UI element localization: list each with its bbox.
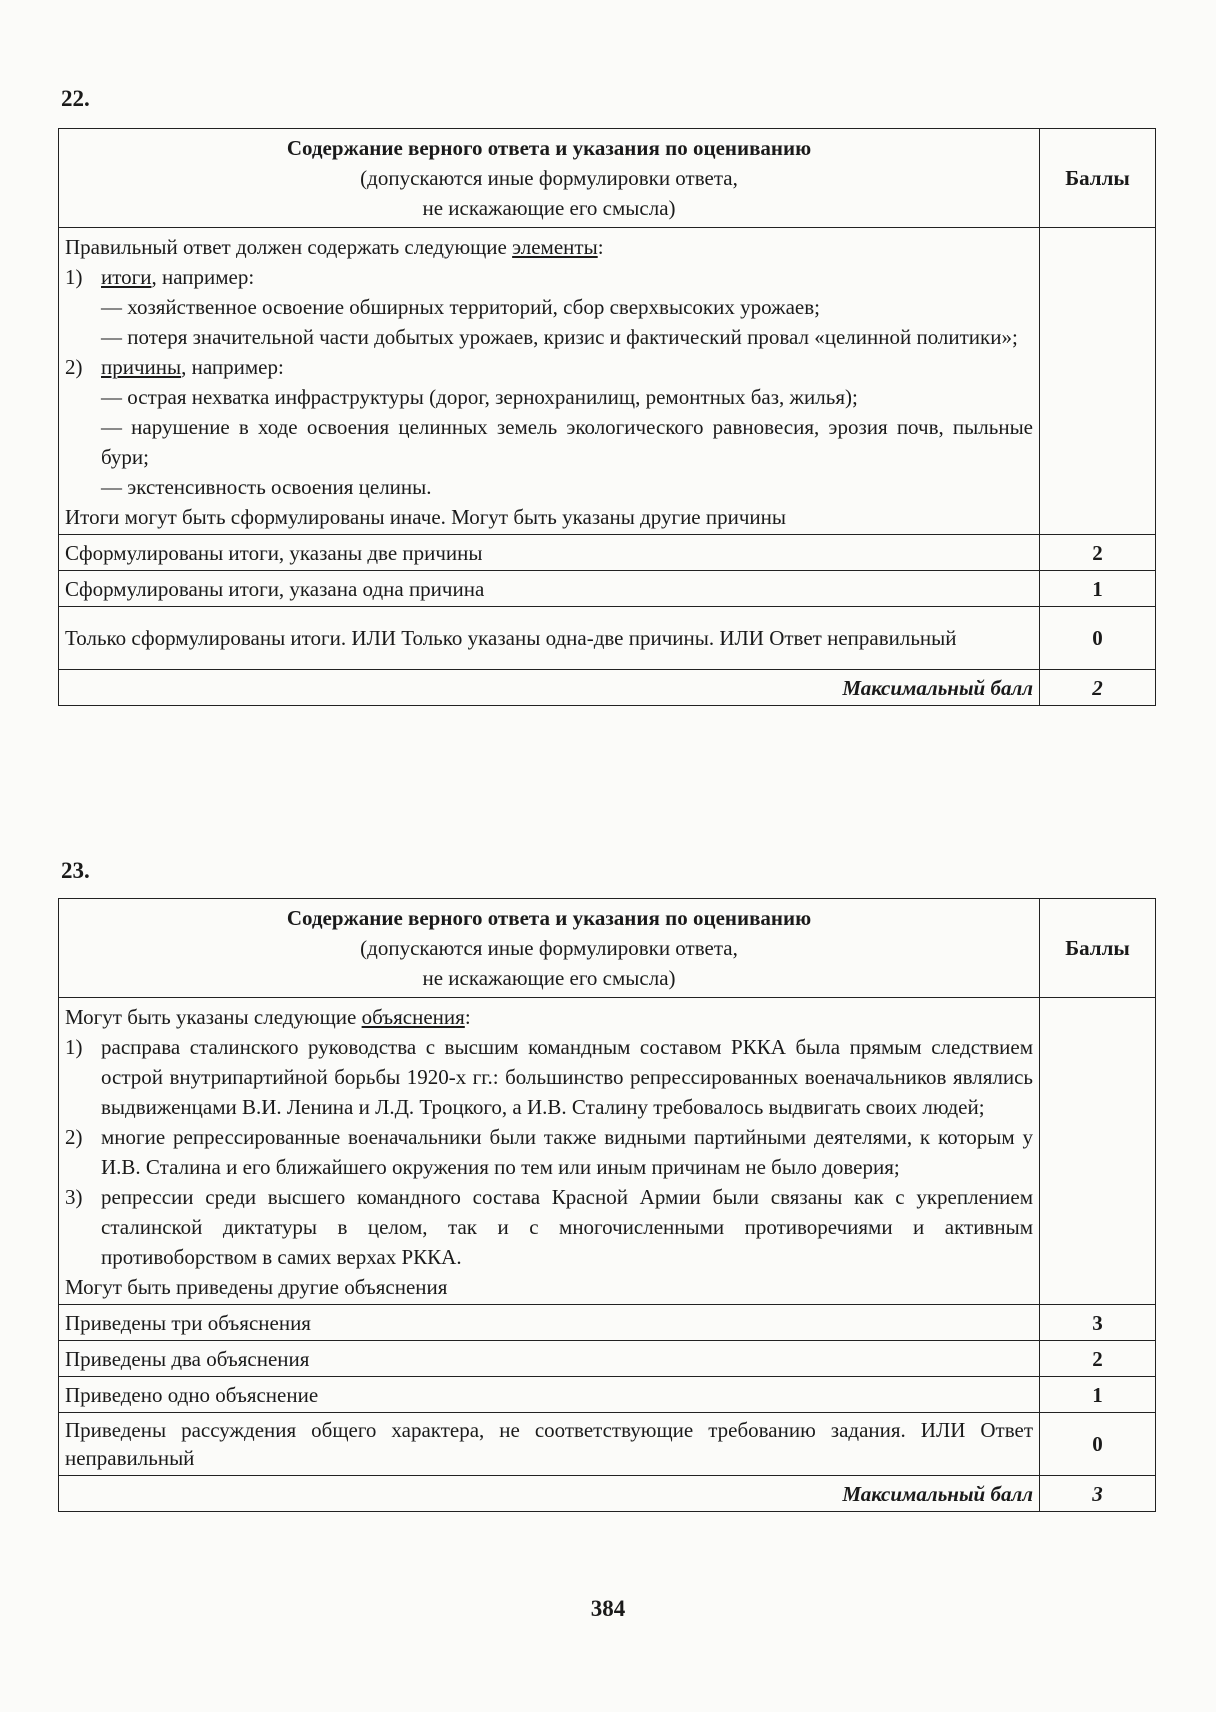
criterion-row — [59, 1341, 1156, 1377]
answer-body — [59, 998, 1040, 1305]
answer-outro: Могут быть приведены другие объяснения — [65, 1275, 448, 1299]
criterion-row — [59, 1305, 1156, 1341]
task-23-grading-table — [58, 898, 1156, 1512]
task-22-grading-table — [58, 128, 1156, 706]
criterion-row — [59, 1413, 1156, 1476]
max-score-row — [59, 1476, 1156, 1512]
answer-content-header — [59, 129, 1040, 228]
sub-item: — хозяйственное освоение обширных территорий, сбор сверхвысоких урожаев; — [101, 295, 820, 319]
underlined-term: итоги — [101, 265, 152, 289]
points-cell-empty — [1040, 228, 1156, 535]
header-note-line1: (допускаются иные формулировки ответа, — [360, 936, 738, 960]
max-score-value: 3 — [1040, 1476, 1156, 1512]
criterion-text: Приведены два объяснения — [59, 1341, 1040, 1377]
list-item: 3) репрессии среди высшего командного состава Красной Армии были связаны как с укреплением сталинской диктатуры в целом, так и с многочисленными противоречиями и активным противоборством в самих верхах РККА. — [65, 1185, 1033, 1269]
table-header-row — [59, 899, 1156, 998]
answer-intro: Могут быть указаны следующие объяснения: — [65, 1005, 471, 1029]
list-item: 1) расправа сталинского руководства с высшим командным составом РККА была прямым следствием острой внутрипартийной борьбы 1920-х гг.: большинство репрессированных военачальников являлись выдвиженцами В.И. Ленина и Л.Д. Троцкого, а И.В. Сталину требовалось выдвигать своих людей; — [65, 1035, 1033, 1119]
criterion-points: 1 — [1040, 1377, 1156, 1413]
criterion-text: Приведены три объяснения — [59, 1305, 1040, 1341]
underlined-term: элементы — [512, 235, 598, 259]
header-note-line2: не искажающие его смысла) — [422, 196, 676, 220]
underlined-term: причины — [101, 355, 182, 379]
criterion-row — [59, 535, 1156, 571]
answer-body — [59, 228, 1040, 535]
points-cell-empty — [1040, 998, 1156, 1305]
answer-body-row — [59, 998, 1156, 1305]
page-number: 384 — [590, 1596, 626, 1621]
criterion-points: 3 — [1040, 1305, 1156, 1341]
sub-item: — острая нехватка инфраструктуры (дорог, зернохранилищ, ремонтных баз, жилья); — [101, 385, 858, 409]
criterion-points: 2 — [1040, 1341, 1156, 1377]
answer-content-header — [59, 899, 1040, 998]
sub-item: — экстенсивность освоения целины. — [101, 475, 432, 499]
task-22-number: 22. — [61, 86, 90, 111]
answer-body-row — [59, 228, 1156, 535]
criterion-points: 2 — [1040, 535, 1156, 571]
criterion-points: 1 — [1040, 571, 1156, 607]
points-header: Баллы — [1040, 899, 1156, 998]
criterion-text: Приведено одно объяснение — [59, 1377, 1040, 1413]
criterion-text: Только сформулированы итоги. ИЛИ Только указаны одна-две причины. ИЛИ Ответ неправильный — [59, 607, 1040, 670]
max-score-label: Максимальный балл — [59, 670, 1040, 706]
task-23-number: 23. — [61, 858, 90, 883]
list-item: 2) причины, например: — [65, 355, 284, 379]
criterion-row — [59, 571, 1156, 607]
answer-intro: Правильный ответ должен содержать следующие элементы: — [65, 235, 604, 259]
criterion-text: Сформулированы итоги, указана одна причина — [59, 571, 1040, 607]
criterion-row — [59, 1377, 1156, 1413]
criterion-points: 0 — [1040, 1413, 1156, 1476]
header-title: Содержание верного ответа и указания по оцениванию — [286, 906, 812, 930]
max-score-label: Максимальный балл — [59, 1476, 1040, 1512]
sub-item: — нарушение в ходе освоения целинных земель экологического равновесия, эрозия почв, пыльные бури; — [101, 415, 1033, 469]
max-score-value: 2 — [1040, 670, 1156, 706]
header-note-line2: не искажающие его смысла) — [422, 966, 676, 990]
table-header-row — [59, 129, 1156, 228]
underlined-term: объяснения — [361, 1005, 465, 1029]
list-item: 2) многие репрессированные военачальники были также видными партийными деятелями, к которым у И.В. Сталина и его ближайшего окружения по тем или иным причинам не было доверия; — [65, 1125, 1033, 1179]
criterion-text: Приведены рассуждения общего характера, не соответствующие требованию задания. ИЛИ Ответ неправильный — [59, 1413, 1040, 1476]
sub-item: — потеря значительной части добытых урожаев, кризис и фактический провал «целинной политики»; — [101, 325, 1018, 349]
criterion-row — [59, 607, 1156, 670]
points-header: Баллы — [1040, 129, 1156, 228]
answer-outro: Итоги могут быть сформулированы иначе. Могут быть указаны другие причины — [65, 505, 787, 529]
header-title: Содержание верного ответа и указания по оцениванию — [286, 136, 812, 160]
criterion-points: 0 — [1040, 607, 1156, 670]
list-item: 1) итоги, например: — [65, 265, 255, 289]
max-score-row — [59, 670, 1156, 706]
header-note-line1: (допускаются иные формулировки ответа, — [360, 166, 738, 190]
criterion-text: Сформулированы итоги, указаны две причины — [59, 535, 1040, 571]
